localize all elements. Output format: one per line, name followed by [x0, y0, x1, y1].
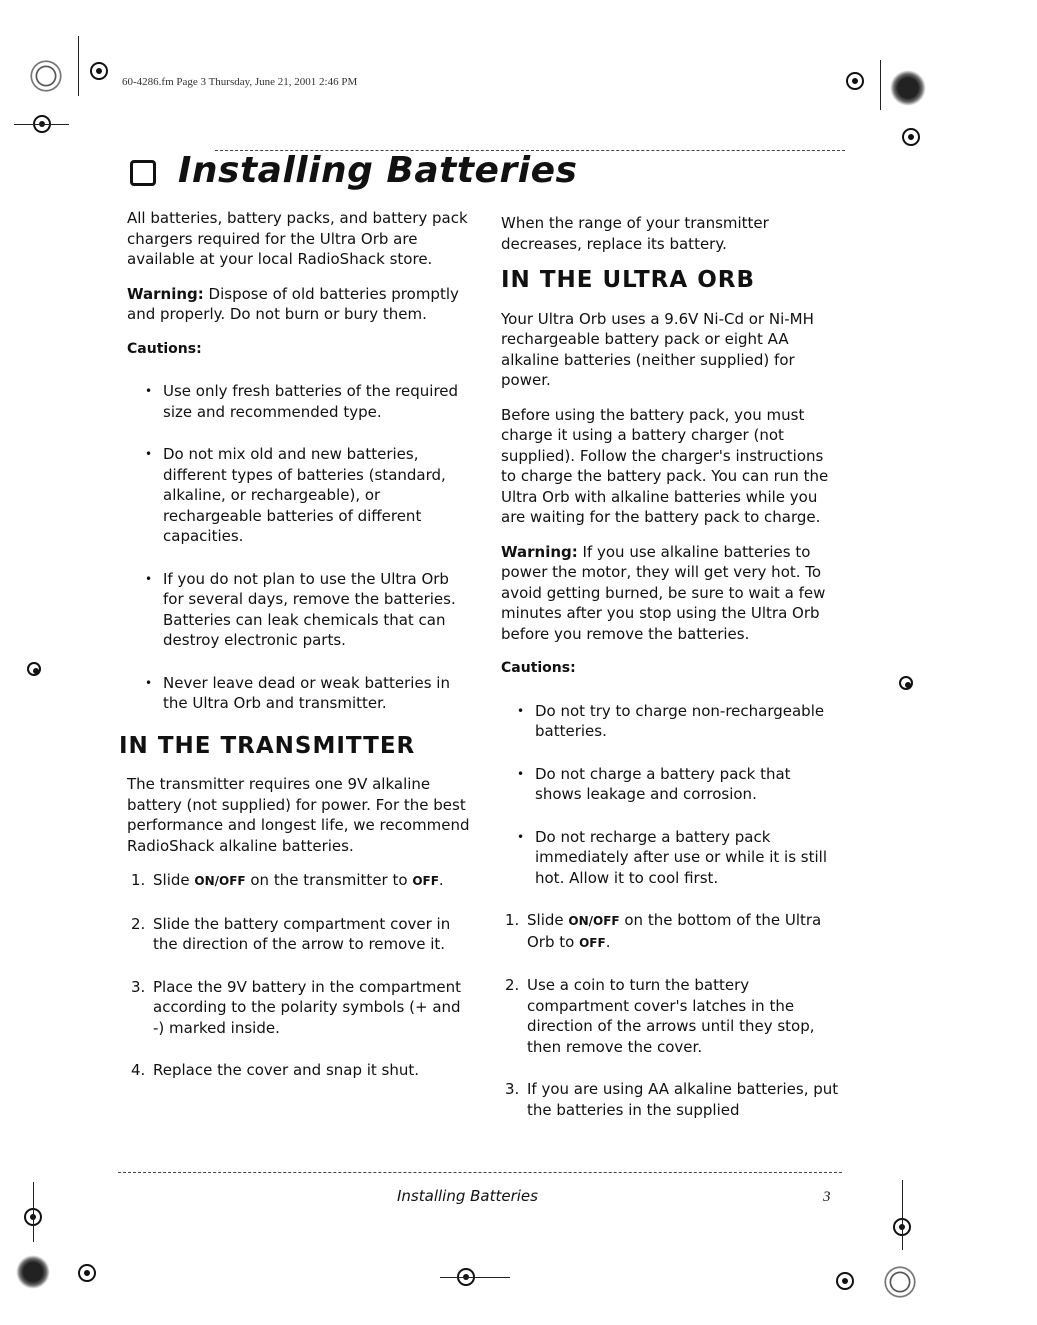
crosshair-icon — [90, 62, 108, 80]
crosshair-icon — [902, 128, 920, 146]
step-text: . — [438, 871, 444, 889]
crosshair-icon — [27, 662, 41, 676]
list-item — [127, 870, 472, 892]
crosshair-line — [880, 60, 881, 110]
page-title: Installing Batteries — [178, 150, 578, 191]
list-item — [501, 1079, 841, 1120]
crosshair-line — [440, 1277, 510, 1278]
step-text: on the transmitter to — [245, 871, 413, 889]
list-item — [127, 914, 472, 955]
registration-mark-icon — [880, 1262, 920, 1302]
step-text: Use a coin to turn the battery compartment cover's latches in the direction of the arrows until they stop, then remove the cover. — [527, 976, 815, 1056]
step-number: 1. — [505, 911, 520, 929]
list-item: • Do not recharge a battery pack immediately after use or while it is still hot. Allow it to cool first. — [509, 827, 841, 889]
list-item — [501, 910, 841, 953]
crosshair-line — [33, 1182, 34, 1242]
step-text: . — [605, 932, 611, 951]
warning-label: Warning: — [127, 284, 204, 303]
list-item: • If you do not plan to use the Ultra Orb for several days, remove the batteries. Batteries can leak chemicals that can destroy electronic parts. — [137, 569, 472, 651]
key-label: OFF — [579, 935, 606, 950]
registration-blob-icon — [16, 1255, 50, 1289]
registration-blob-icon — [890, 70, 926, 106]
warning-label: Warning: — [501, 542, 578, 561]
key-label: ON/OFF — [194, 874, 246, 888]
warning-text: If you use alkaline batteries to power the motor, they will get very hot. To avoid getting burned, be sure to wait a few minutes after you stop using the Ultra Orb before you remove the batteries. — [501, 542, 826, 643]
page-number: 3 — [823, 1189, 831, 1205]
crosshair-line — [14, 124, 69, 125]
list-item — [501, 975, 841, 1057]
list-item: • Use only fresh batteries of the required size and recommended type. — [137, 381, 472, 422]
step-number: 3. — [505, 1080, 520, 1098]
left-column — [119, 208, 472, 1103]
orb-paragraph: Your Ultra Orb uses a 9.6V Ni-Cd or Ni-MH rechargeable battery pack or eight AA alkaline batteries (neither supplied) for power. — [501, 309, 814, 389]
key-label: OFF — [412, 874, 439, 888]
warning-paragraph — [501, 542, 841, 645]
transmitter-paragraph: The transmitter requires one 9V alkaline battery (not supplied) for power. For the best performance and longest life, we recommend RadioShack alkaline batteries. — [127, 775, 470, 855]
right-column — [501, 213, 841, 1142]
charge-paragraph: Before using the battery pack, you must charge it using a battery charger (not supplied). Follow the charger's instructions to charge the battery pack. You can run the Ultra Orb with alkaline batteries while you are waiting for the battery pack to charge. — [501, 405, 829, 526]
list-item: • Do not mix old and new batteries, different types of batteries (standard, alkaline, or rechargeable), or rechargeable batteries of different capacities. — [137, 444, 472, 547]
warning-text: Dispose of old batteries promptly and properly. Do not burn or bury them. — [127, 284, 459, 323]
crosshair-line — [78, 36, 79, 96]
step-text: If you are using AA alkaline batteries, put the batteries in the supplied — [527, 1080, 839, 1119]
list-item — [127, 1060, 472, 1081]
step-text: Slide — [527, 911, 569, 929]
crosshair-icon — [846, 72, 864, 90]
orb-steps — [501, 910, 841, 1120]
step-text: Slide the battery compartment cover in the direction of the arrow to remove it. — [153, 914, 451, 953]
intro-paragraph: All batteries, battery packs, and battery pack chargers required for the Ultra Orb are available at your local RadioShack store. — [127, 209, 468, 268]
step-text: Place the 9V battery in the compartment according to the polarity symbols (+ and -) marked inside. — [153, 977, 461, 1037]
file-info-header: 60-4286.fm Page 3 Thursday, June 21, 2001 2:46 PM — [122, 76, 358, 88]
range-paragraph: When the range of your transmitter decreases, replace its battery. — [501, 214, 769, 253]
cautions-list — [127, 381, 472, 714]
crosshair-line — [902, 1180, 903, 1250]
step-number: 3. — [131, 977, 146, 996]
step-text: Replace the cover and snap it shut. — [153, 1061, 420, 1079]
step-text: on the bottom of the Ultra Orb to — [527, 911, 822, 951]
key-label: ON/OFF — [568, 914, 620, 928]
list-item: • Never leave dead or weak batteries in the Ultra Orb and transmitter. — [137, 673, 472, 714]
warning-paragraph — [127, 284, 472, 325]
crosshair-icon — [899, 676, 913, 690]
step-number: 4. — [131, 1061, 146, 1079]
step-text: Slide — [153, 871, 195, 889]
step-number: 1. — [131, 871, 146, 889]
cautions-list — [501, 701, 841, 889]
bottom-rule — [118, 1172, 842, 1173]
step-number: 2. — [505, 976, 520, 994]
list-item: • Do not charge a battery pack that shows leakage and corrosion. — [509, 764, 841, 805]
ultra-orb-heading: IN THE ULTRA ORB — [501, 267, 755, 293]
registration-mark-icon — [26, 56, 66, 96]
cautions-label: Cautions: — [127, 340, 202, 357]
transmitter-heading: IN THE TRANSMITTER — [119, 732, 416, 759]
step-number: 2. — [131, 914, 146, 933]
footer-section-title: Installing Batteries — [397, 1187, 538, 1205]
list-item: • Do not try to charge non-rechargeable batteries. — [509, 701, 841, 742]
checkbox-icon — [130, 160, 156, 186]
transmitter-steps — [127, 870, 472, 1081]
cautions-label: Cautions: — [501, 660, 576, 676]
list-item — [127, 977, 472, 1039]
crosshair-icon — [78, 1264, 96, 1282]
crosshair-icon — [836, 1272, 854, 1290]
